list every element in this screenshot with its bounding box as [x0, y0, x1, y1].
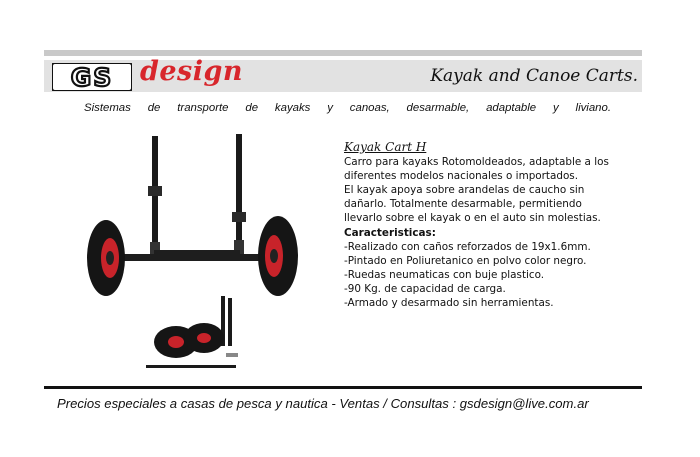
- product-title: Kayak Cart H: [344, 140, 427, 154]
- feature-item: -Ruedas neumaticas con buje plastico.: [344, 268, 545, 281]
- description-line: El kayak apoya sobre arandelas de caucho sin: [344, 184, 585, 197]
- kayak-cart-photo: [76, 124, 322, 376]
- logo-design-text: design: [140, 56, 244, 87]
- header-top-line: [44, 50, 642, 56]
- description-line: llevarlo sobre el kayak o en el auto sin molestias.: [344, 212, 601, 225]
- feature-item: -90 Kg. de capacidad de carga.: [344, 282, 506, 295]
- feature-item: -Realizado con caños reforzados de 19x1.6mm.: [344, 240, 591, 253]
- footer-contact: Precios especiales a casas de pesca y nautica - Ventas / Consultas : gsdesign@live.com.ar: [57, 396, 589, 411]
- features-heading: Caracteristicas:: [344, 226, 436, 239]
- description-line: diferentes modelos nacionales o importados.: [344, 170, 579, 183]
- logo-text: GS: [70, 63, 114, 91]
- subtitle: Sistemas de transporte de kayaks y canoas, desarmable, adaptable y liviano.: [84, 102, 611, 114]
- gs-logo: [52, 63, 132, 91]
- description-line: Carro para kayaks Rotomoldeados, adaptable a los: [344, 156, 609, 169]
- description-line: dañarlo. Totalmente desarmable, permitiendo: [344, 198, 582, 211]
- feature-item: -Armado y desarmado sin herramientas.: [344, 297, 554, 310]
- product-description: [344, 140, 644, 310]
- bottom-rule: [44, 386, 642, 389]
- feature-item: -Pintado en Poliuretanico en polvo color negro.: [344, 254, 587, 267]
- brand-tagline: Kayak and Canoe Carts.: [430, 66, 638, 86]
